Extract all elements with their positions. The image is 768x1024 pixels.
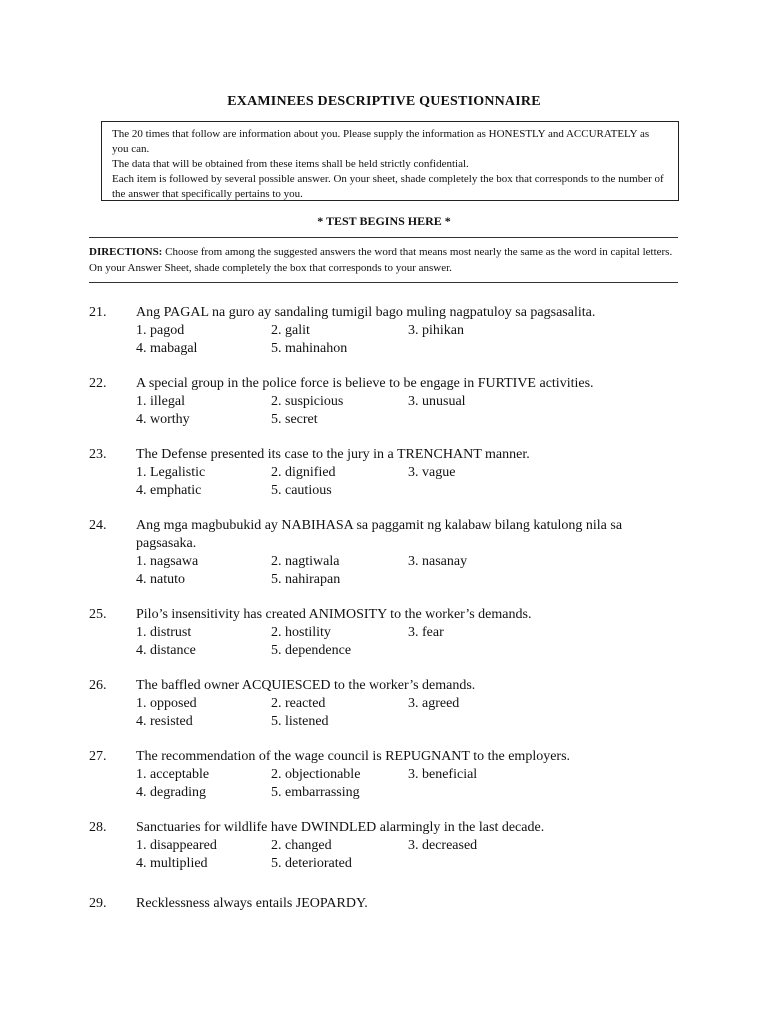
question-stem: A special group in the police force is believe to be engage in FURTIVE activities. <box>136 376 594 391</box>
answer-option: 1. nagsawa <box>136 554 199 569</box>
question-number: 21. <box>89 305 107 320</box>
question-item <box>89 895 681 913</box>
intro-notice-box <box>101 121 679 201</box>
test-begins-heading: * TEST BEGINS HERE * <box>317 214 451 228</box>
answer-option: 5. embarrassing <box>271 785 360 800</box>
directions-block <box>89 244 679 276</box>
question-item <box>89 606 681 660</box>
answer-option: 5. listened <box>271 714 329 729</box>
question-number: 23. <box>89 447 107 462</box>
question-number: 24. <box>89 518 107 533</box>
question-item <box>89 677 681 731</box>
answer-option: 4. worthy <box>136 412 190 427</box>
answer-option: 3. unusual <box>408 394 466 409</box>
answer-option: 1. pagod <box>136 323 185 338</box>
answer-option: 1. distrust <box>136 625 192 640</box>
question-stem: Recklessness always entails JEOPARDY. <box>136 896 368 911</box>
question-stem: The recommendation of the wage council is REPUGNANT to the employers. <box>136 749 571 764</box>
question-stem: The Defense presented its case to the jury in a TRENCHANT manner. <box>136 447 530 462</box>
answer-option: 4. emphatic <box>136 483 202 498</box>
directions-label: DIRECTIONS: <box>89 246 163 258</box>
question-item <box>89 748 681 802</box>
answer-option: 1. opposed <box>136 696 197 711</box>
question-stem: The baffled owner ACQUIESCED to the worker’s demands. <box>136 678 476 693</box>
question-stem: Ang mga magbubukid ay NABIHASA sa paggamit ng kalabaw bilang katulong nila sa pagsasaka. <box>136 518 623 551</box>
answer-option: 3. pihikan <box>408 323 464 338</box>
question-number: 25. <box>89 607 107 622</box>
document-title: EXAMINEES DESCRIPTIVE QUESTIONNAIRE <box>227 94 541 109</box>
answer-option: 5. mahinahon <box>271 341 348 356</box>
question-item <box>89 375 681 429</box>
answer-option: 2. objectionable <box>271 767 361 782</box>
answer-option: 4. mabagal <box>136 341 198 356</box>
answer-option: 2. reacted <box>271 696 326 711</box>
intro-line: The data that will be obtained from these items shall be held strictly confidential. <box>112 158 469 170</box>
question-number: 22. <box>89 376 107 391</box>
answer-option: 2. nagtiwala <box>271 554 340 569</box>
answer-option: 3. beneficial <box>408 767 478 782</box>
answer-option: 3. vague <box>408 465 456 480</box>
divider-bottom <box>89 282 678 283</box>
answer-option: 1. disappeared <box>136 838 217 853</box>
answer-option: 5. cautious <box>271 483 332 498</box>
question-number: 29. <box>89 896 107 911</box>
answer-option: 2. dignified <box>271 465 336 480</box>
question-item <box>89 819 681 873</box>
question-stem: Sanctuaries for wildlife have DWINDLED alarmingly in the last decade. <box>136 820 545 835</box>
question-item <box>89 517 681 589</box>
answer-option: 4. degrading <box>136 785 206 800</box>
question-number: 26. <box>89 678 107 693</box>
answer-option: 2. suspicious <box>271 394 344 409</box>
answer-option: 5. nahirapan <box>271 572 341 587</box>
divider-top <box>89 237 678 238</box>
answer-option: 4. natuto <box>136 572 185 587</box>
question-item <box>89 304 681 358</box>
answer-option: 2. hostility <box>271 625 331 640</box>
question-stem: Pilo’s insensitivity has created ANIMOSITY to the worker’s demands. <box>136 607 532 622</box>
answer-option: 3. decreased <box>408 838 478 853</box>
answer-option: 5. deteriorated <box>271 856 352 871</box>
answer-option: 1. acceptable <box>136 767 210 782</box>
answer-option: 5. secret <box>271 412 318 427</box>
answer-option: 4. distance <box>136 643 196 658</box>
question-item <box>89 446 681 500</box>
intro-line: Each item is followed by several possible answer. On your sheet, shade completely the box that corresponds to the number of the answer that specifically pertains to you. <box>112 173 664 200</box>
answer-option: 1. illegal <box>136 394 185 409</box>
answer-option: 2. changed <box>271 838 332 853</box>
answer-option: 3. fear <box>408 625 444 640</box>
answer-option: 4. multiplied <box>136 856 208 871</box>
answer-option: 1. Legalistic <box>136 465 206 480</box>
answer-option: 5. dependence <box>271 643 352 658</box>
answer-option: 4. resisted <box>136 714 193 729</box>
question-number: 27. <box>89 749 107 764</box>
question-number: 28. <box>89 820 107 835</box>
question-list <box>89 304 681 930</box>
answer-option: 3. agreed <box>408 696 460 711</box>
question-stem: Ang PAGAL na guro ay sandaling tumigil bago muling nagpatuloy sa pagsasalita. <box>136 305 596 320</box>
answer-option: 3. nasanay <box>408 554 468 569</box>
directions-text: Choose from among the suggested answers the word that means most nearly the same as the word in capital letters. On your Answer Sheet, shade completely the box that corresponds to your answer. <box>89 246 673 274</box>
answer-option: 2. galit <box>271 323 310 338</box>
intro-line: The 20 times that follow are information about you. Please supply the information as HONESTLY and ACCURATELY as you can. <box>112 128 650 155</box>
